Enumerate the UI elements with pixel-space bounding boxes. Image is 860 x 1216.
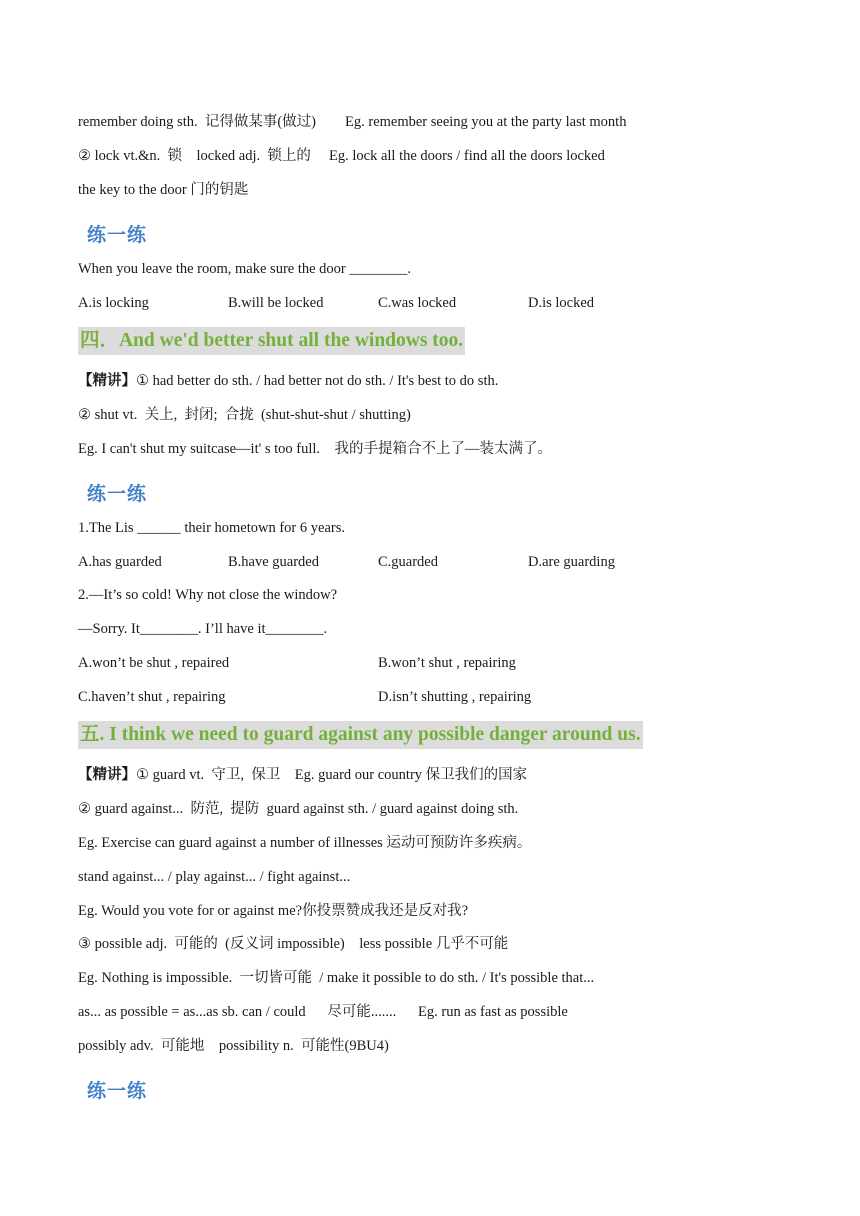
explanation-line [78, 765, 527, 785]
explanation-text: ① guard vt. 守卫, 保卫 Eg. guard our country 保卫我们的国家 [136, 767, 528, 783]
question-stem: 2.—It’s so cold! Why not close the window? [78, 587, 338, 603]
text-line: remember doing sth. 记得做某事(做过) Eg. remember seeing you at the party last month [78, 114, 627, 130]
text-line: Eg. Nothing is impossible. 一切皆可能 / make it possible to do sth. / It's possible that... [78, 970, 595, 986]
option-b: B.will be locked [228, 295, 324, 311]
text-line: Eg. I can't shut my suitcase—it' s too full. 我的手提箱合不上了—装太满了。 [78, 441, 553, 457]
text-line: ③ possible adj. 可能的 (反义词 impossible) less possible 几乎不可能 [78, 936, 509, 952]
explanation-line [78, 371, 498, 391]
option-d: D.are guarding [528, 554, 615, 570]
text-line: ② guard against... 防范, 提防 guard against sth. / guard against doing sth. [78, 801, 519, 817]
explanation-text: ① had better do sth. / had better not do sth. / It's best to do sth. [136, 373, 499, 389]
option-a: A.has guarded [78, 554, 162, 570]
option-c: C.guarded [378, 554, 438, 570]
text-line: Eg. Would you vote for or against me?你投票赞成我还是反对我? [78, 903, 469, 919]
section-heading: 四．And we'd better shut all the windows too. [78, 327, 465, 355]
text-line: stand against... / play against... / fight against... [78, 869, 351, 885]
question-stem: —Sorry. It________. I’ll have it________. [78, 621, 328, 637]
text-line: Eg. Exercise can guard against a number of illnesses 运动可预防许多疾病。 [78, 835, 532, 851]
option-c: C.was locked [378, 295, 457, 311]
practice-heading: 练一练 [87, 1080, 148, 1102]
section-heading: 五. I think we need to guard against any possible danger around us. [78, 721, 643, 749]
question-stem: When you leave the room, make sure the door ________. [78, 261, 412, 277]
practice-heading: 练一练 [87, 224, 148, 246]
practice-heading: 练一练 [87, 483, 148, 505]
text-line: ② lock vt.&n. 锁 locked adj. 锁上的 Eg. lock all the doors / find all the doors locked [78, 148, 605, 164]
explanation-tag: 【精讲】 [78, 767, 136, 783]
text-line: possibly adv. 可能地 possibility n. 可能性(9BU4) [78, 1038, 389, 1054]
option-a: A.is locking [78, 295, 149, 311]
option-c: C.haven’t shut , repairing [78, 689, 226, 705]
option-d: D.isn’t shutting , repairing [378, 689, 532, 705]
option-b: B.have guarded [228, 554, 319, 570]
option-b: B.won’t shut , repairing [378, 655, 516, 671]
text-line: the key to the door 门的钥匙 [78, 182, 249, 198]
text-line: ② shut vt. 关上, 封闭; 合拢 (shut-shut-shut / shutting) [78, 407, 411, 423]
explanation-tag: 【精讲】 [78, 373, 136, 389]
option-a: A.won’t be shut , repaired [78, 655, 230, 671]
question-stem: 1.The Lis ______ their hometown for 6 years. [78, 520, 345, 536]
option-d: D.is locked [528, 295, 595, 311]
text-line: as... as possible = as...as sb. can / could 尽可能....... Eg. run as fast as possible [78, 1004, 568, 1020]
